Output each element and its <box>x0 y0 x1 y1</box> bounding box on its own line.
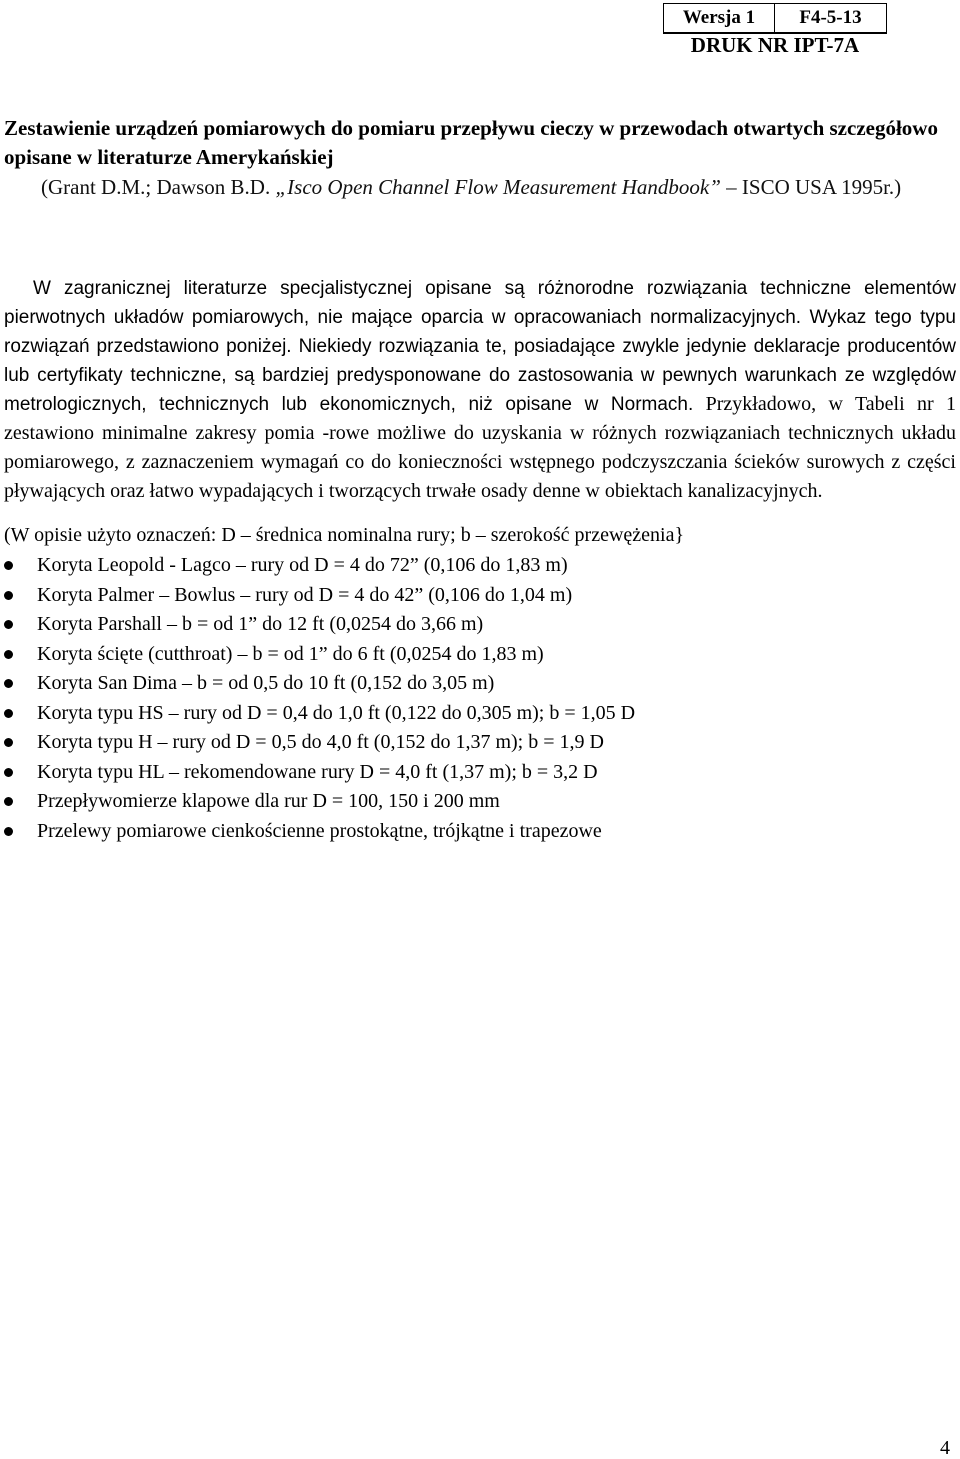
list-item-text: Koryta Leopold - Lagco – rury od D = 4 do 72” (0,106 do 1,83 m) <box>37 554 568 576</box>
reference-authors: (Grant D.M.; Dawson B.D. <box>41 175 276 199</box>
version-row <box>664 4 886 33</box>
list-item <box>0 581 960 611</box>
document-title: Zestawienie urządzeń pomiarowych do pomiaru przepływu cieczy w przewodach otwartych szczegółowo opisane w literaturze Amerykańskiej <box>4 116 938 169</box>
bullet-icon <box>4 768 13 777</box>
form-number: DRUK NR IPT-7A <box>690 33 860 57</box>
list-item-text: Koryta ścięte (cutthroat) – b = od 1” do 6 ft (0,0254 do 1,83 m) <box>37 642 544 665</box>
body-serif-text: Przykładowo, w Tabeli nr 1 zestawiono minimalne zakresy pomia -rowe możliwe do uzyskania w różnych rozwiązaniach technicznych układu pomiarowego, z zaznaczeniem wymagań co do konieczności wstępnego podczyszczania ścieków surowych z części pływających oraz łatwo wypadających i tworzących trwałe osady denne w obiektach kanalizacyjnych. <box>4 393 956 502</box>
list-item-text: Przepływomierze klapowe dla rur D = 100, 150 i 200 mm <box>37 790 500 812</box>
version-label: Wersja 1 <box>664 4 775 32</box>
intro-paragraph <box>4 274 956 506</box>
bullet-icon <box>4 591 13 600</box>
body-sans-text: Niekiedy rozwiązania te, posiadające zwykle jedynie deklaracje producentów lub certyfikaty techniczne, są bardziej predysponowane do zastosowania w pewnych warunkach ze względów metrologicznych, technicznych lub ekonomicznych, niż opisane w Normach. <box>4 336 957 415</box>
version-header-box <box>663 3 887 34</box>
list-item <box>0 758 960 788</box>
list-item <box>0 787 960 817</box>
intro-text: W zagranicznej literaturze specjalistycznej opisane są różnorodne rozwiązania techniczne elementów pierwotnych układów pomiarowych, nie mające oparcia w opracowaniach normalizacyjnych. Wykaz tego typu rozwiązań przedstawiono poniżej. <box>4 278 956 357</box>
list-item <box>0 669 960 699</box>
list-item-text: Koryta Palmer – Bowlus – rury od D = 4 do 42” (0,106 do 1,04 m) <box>37 583 573 606</box>
list-item <box>0 640 960 670</box>
list-item-text: Koryta Parshall – b = od 1” do 12 ft (0,0254 do 3,66 m) <box>37 613 484 635</box>
list-item <box>0 699 960 729</box>
list-item-text: Koryta typu H – rury od D = 0,5 do 4,0 ft (0,152 do 1,37 m); b = 1,9 D <box>37 731 604 753</box>
list-item <box>0 551 960 581</box>
bullet-icon <box>4 650 13 659</box>
bullet-icon <box>4 797 13 806</box>
list-item-text: Koryta typu HL – rekomendowane rury D = 4,0 ft (1,37 m); b = 3,2 D <box>37 760 598 783</box>
list-item-text: Przelewy pomiarowe cienkościenne prostokątne, trójkątne i trapezowe <box>37 819 602 842</box>
notation-legend: (W opisie użyto oznaczeń: D – średnica nominalna rury; b – szerokość przewężenia} <box>4 524 685 546</box>
reference-book-title: „Isco Open Channel Flow Measurement Handbook” <box>275 175 721 199</box>
document-code: F4-5-13 <box>799 7 862 28</box>
list-item-text: Koryta San Dima – b = od 0,5 do 10 ft (0,152 do 3,05 m) <box>37 672 495 694</box>
reference-line <box>4 172 956 202</box>
bullet-icon <box>4 561 13 570</box>
list-item <box>0 610 960 640</box>
device-list <box>0 551 960 846</box>
bullet-icon <box>4 620 13 629</box>
bullet-icon <box>4 827 13 836</box>
list-item-text: Koryta typu HS – rury od D = 0,4 do 1,0 ft (0,122 do 0,305 m); b = 1,05 D <box>37 701 636 724</box>
bullet-icon <box>4 738 13 747</box>
reference-citation <box>4 172 956 202</box>
list-item <box>0 728 960 758</box>
reference-tail: – ISCO USA 1995r.) <box>720 175 902 199</box>
list-item <box>0 817 960 847</box>
bullet-icon <box>4 679 13 688</box>
bullet-icon <box>4 709 13 718</box>
page-number: 4 <box>940 1437 950 1459</box>
